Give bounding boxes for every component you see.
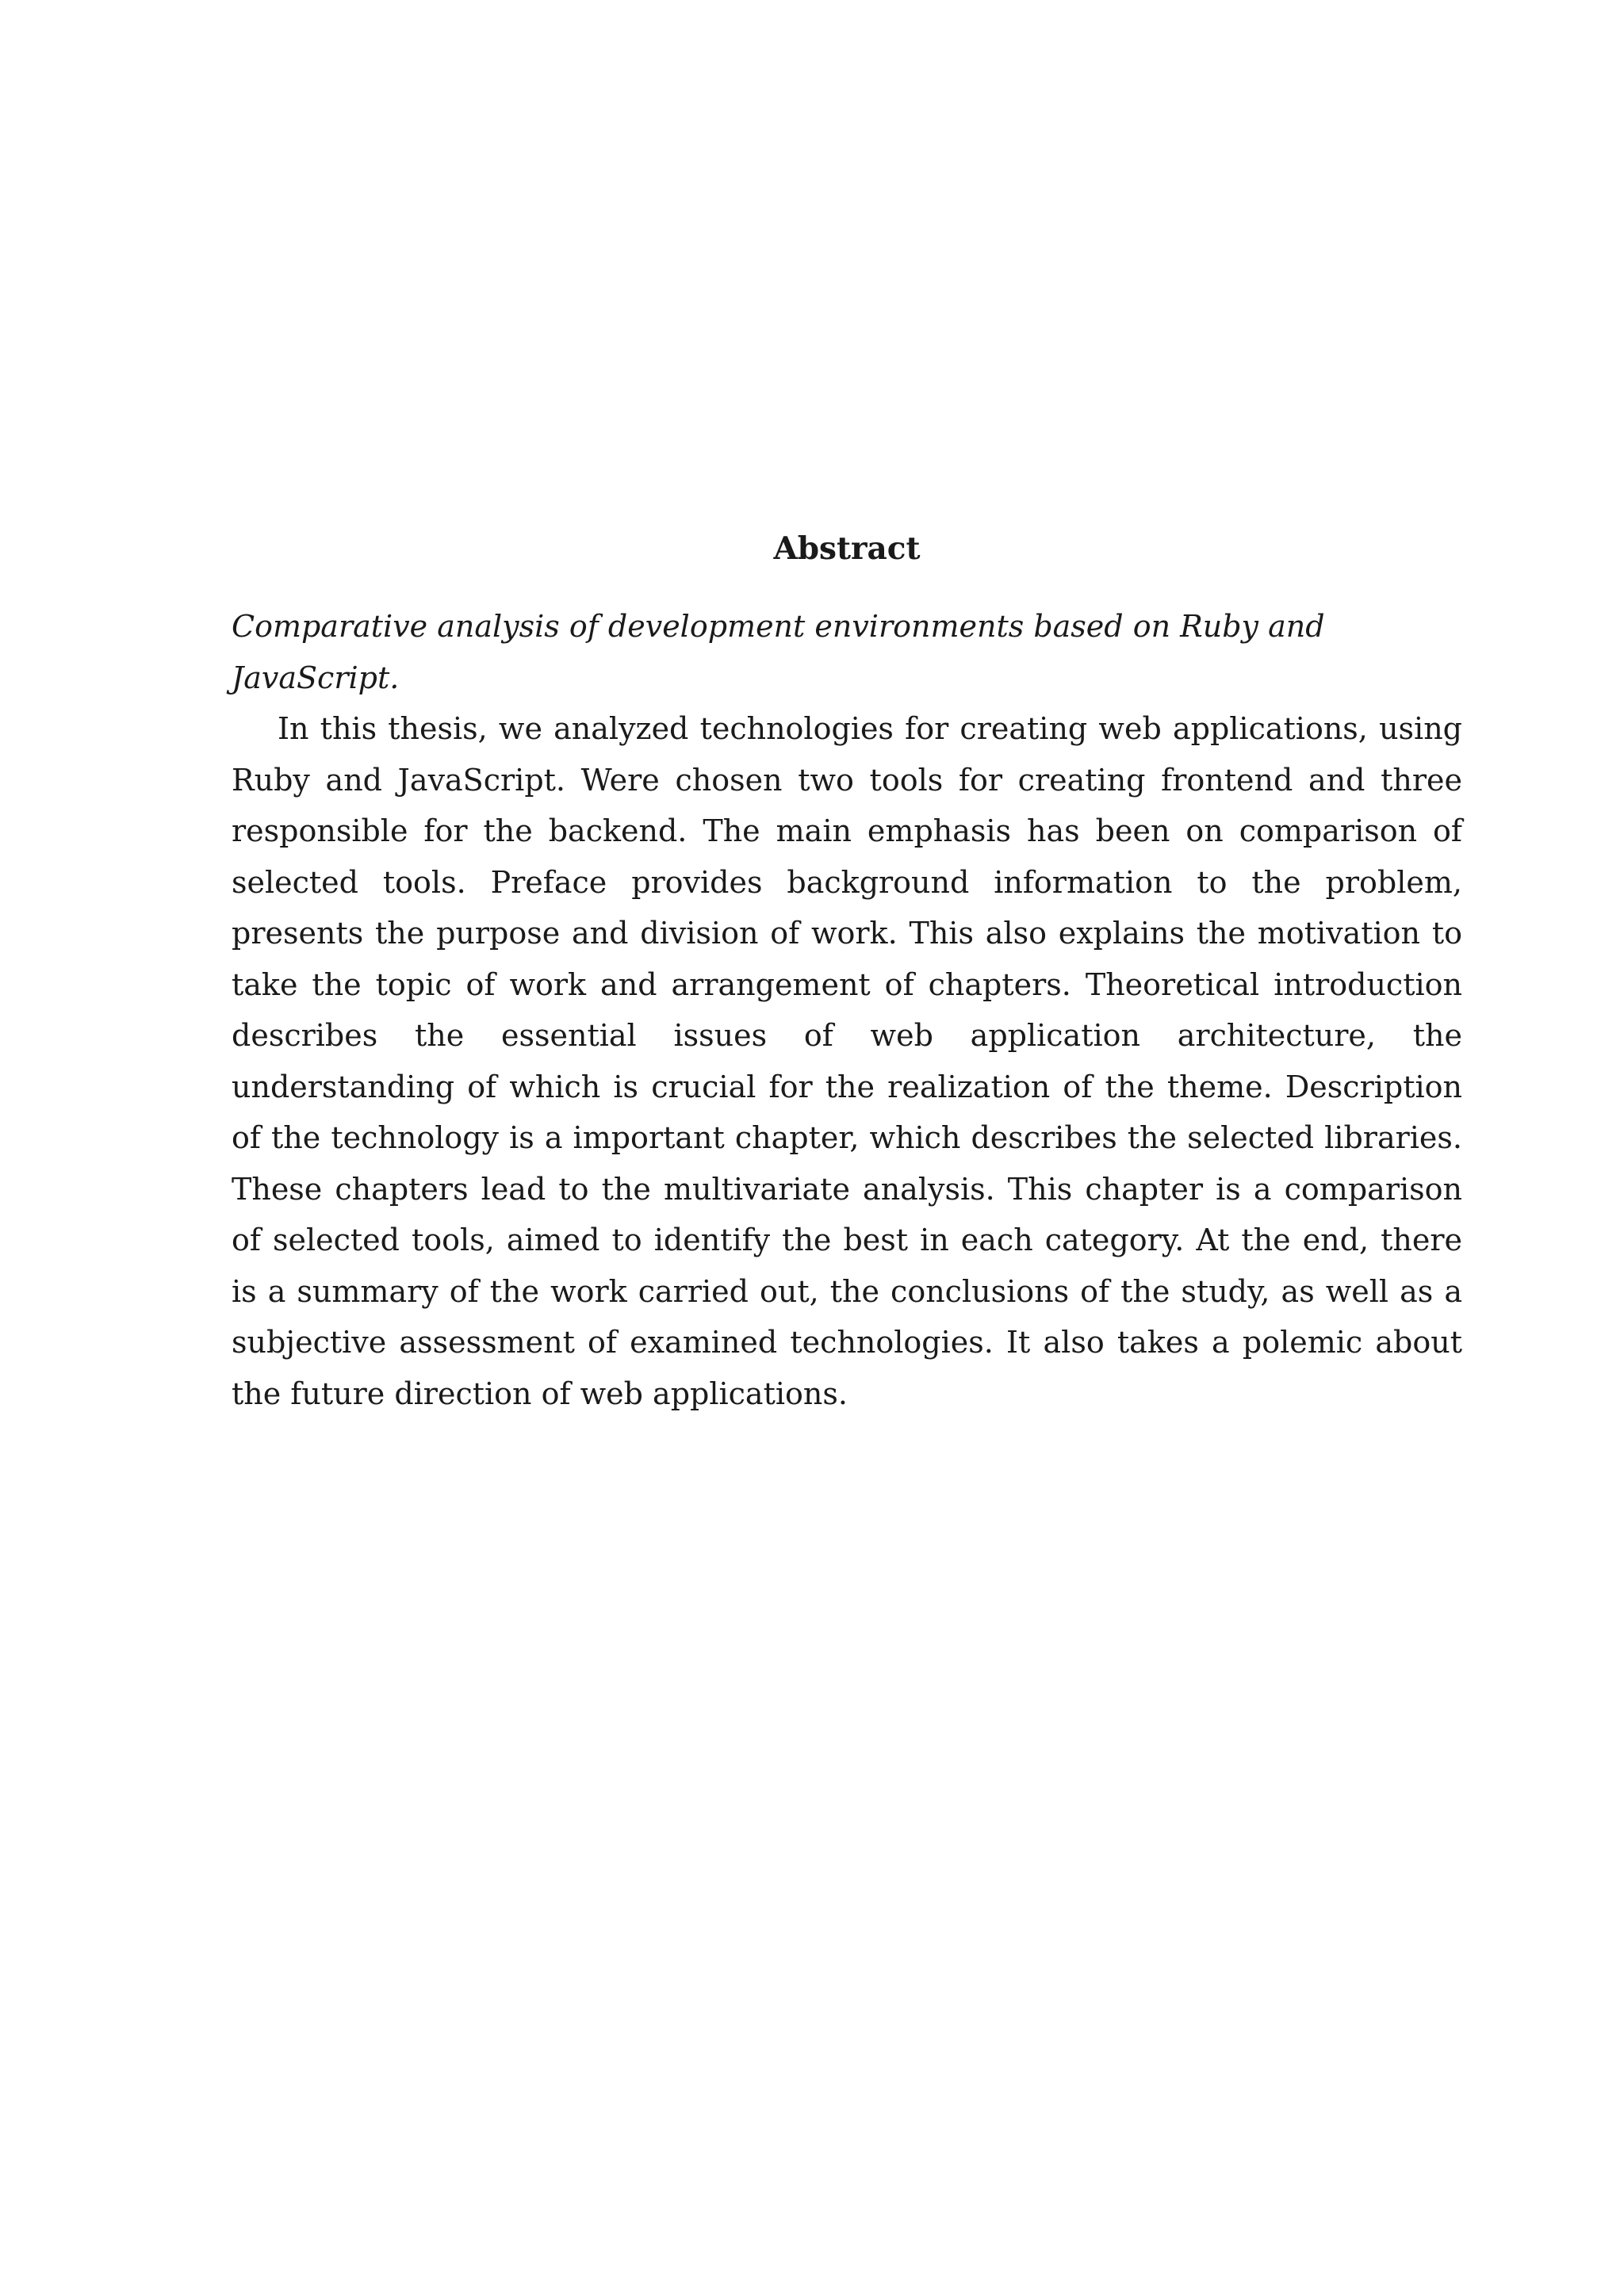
thesis-title: Comparative analysis of development environments based on Ruby and JavaScript. bbox=[232, 609, 1325, 695]
abstract-section bbox=[232, 520, 1462, 1419]
abstract-heading: Abstract bbox=[773, 530, 921, 567]
abstract-paragraph: In this thesis, we analyzed technologies for creating web applications, using Ruby and JavaScript. Were chosen two tools for creating frontend and three responsible for the backend. The main emphasis has been on comparison of selected tools. Preface provides background information to the problem, presents the purpose and division of work. This also explains the motivation to take the topic of work and arrangement of chapters. Theoretical introduction describes the essential issues of web application architecture, the understanding of which is crucial for the realization of the theme. Description of the technology is a important chapter, which describes the selected libraries. These chapters lead to the multivariate analysis. This chapter is a comparison of selected tools, aimed to identify the best in each category. At the end, there is a summary of the work carried out, the conclusions of the study, as well as a subjective assessment of examined technologies. It also takes a polemic about the future direction of web applications. bbox=[232, 711, 1462, 1411]
